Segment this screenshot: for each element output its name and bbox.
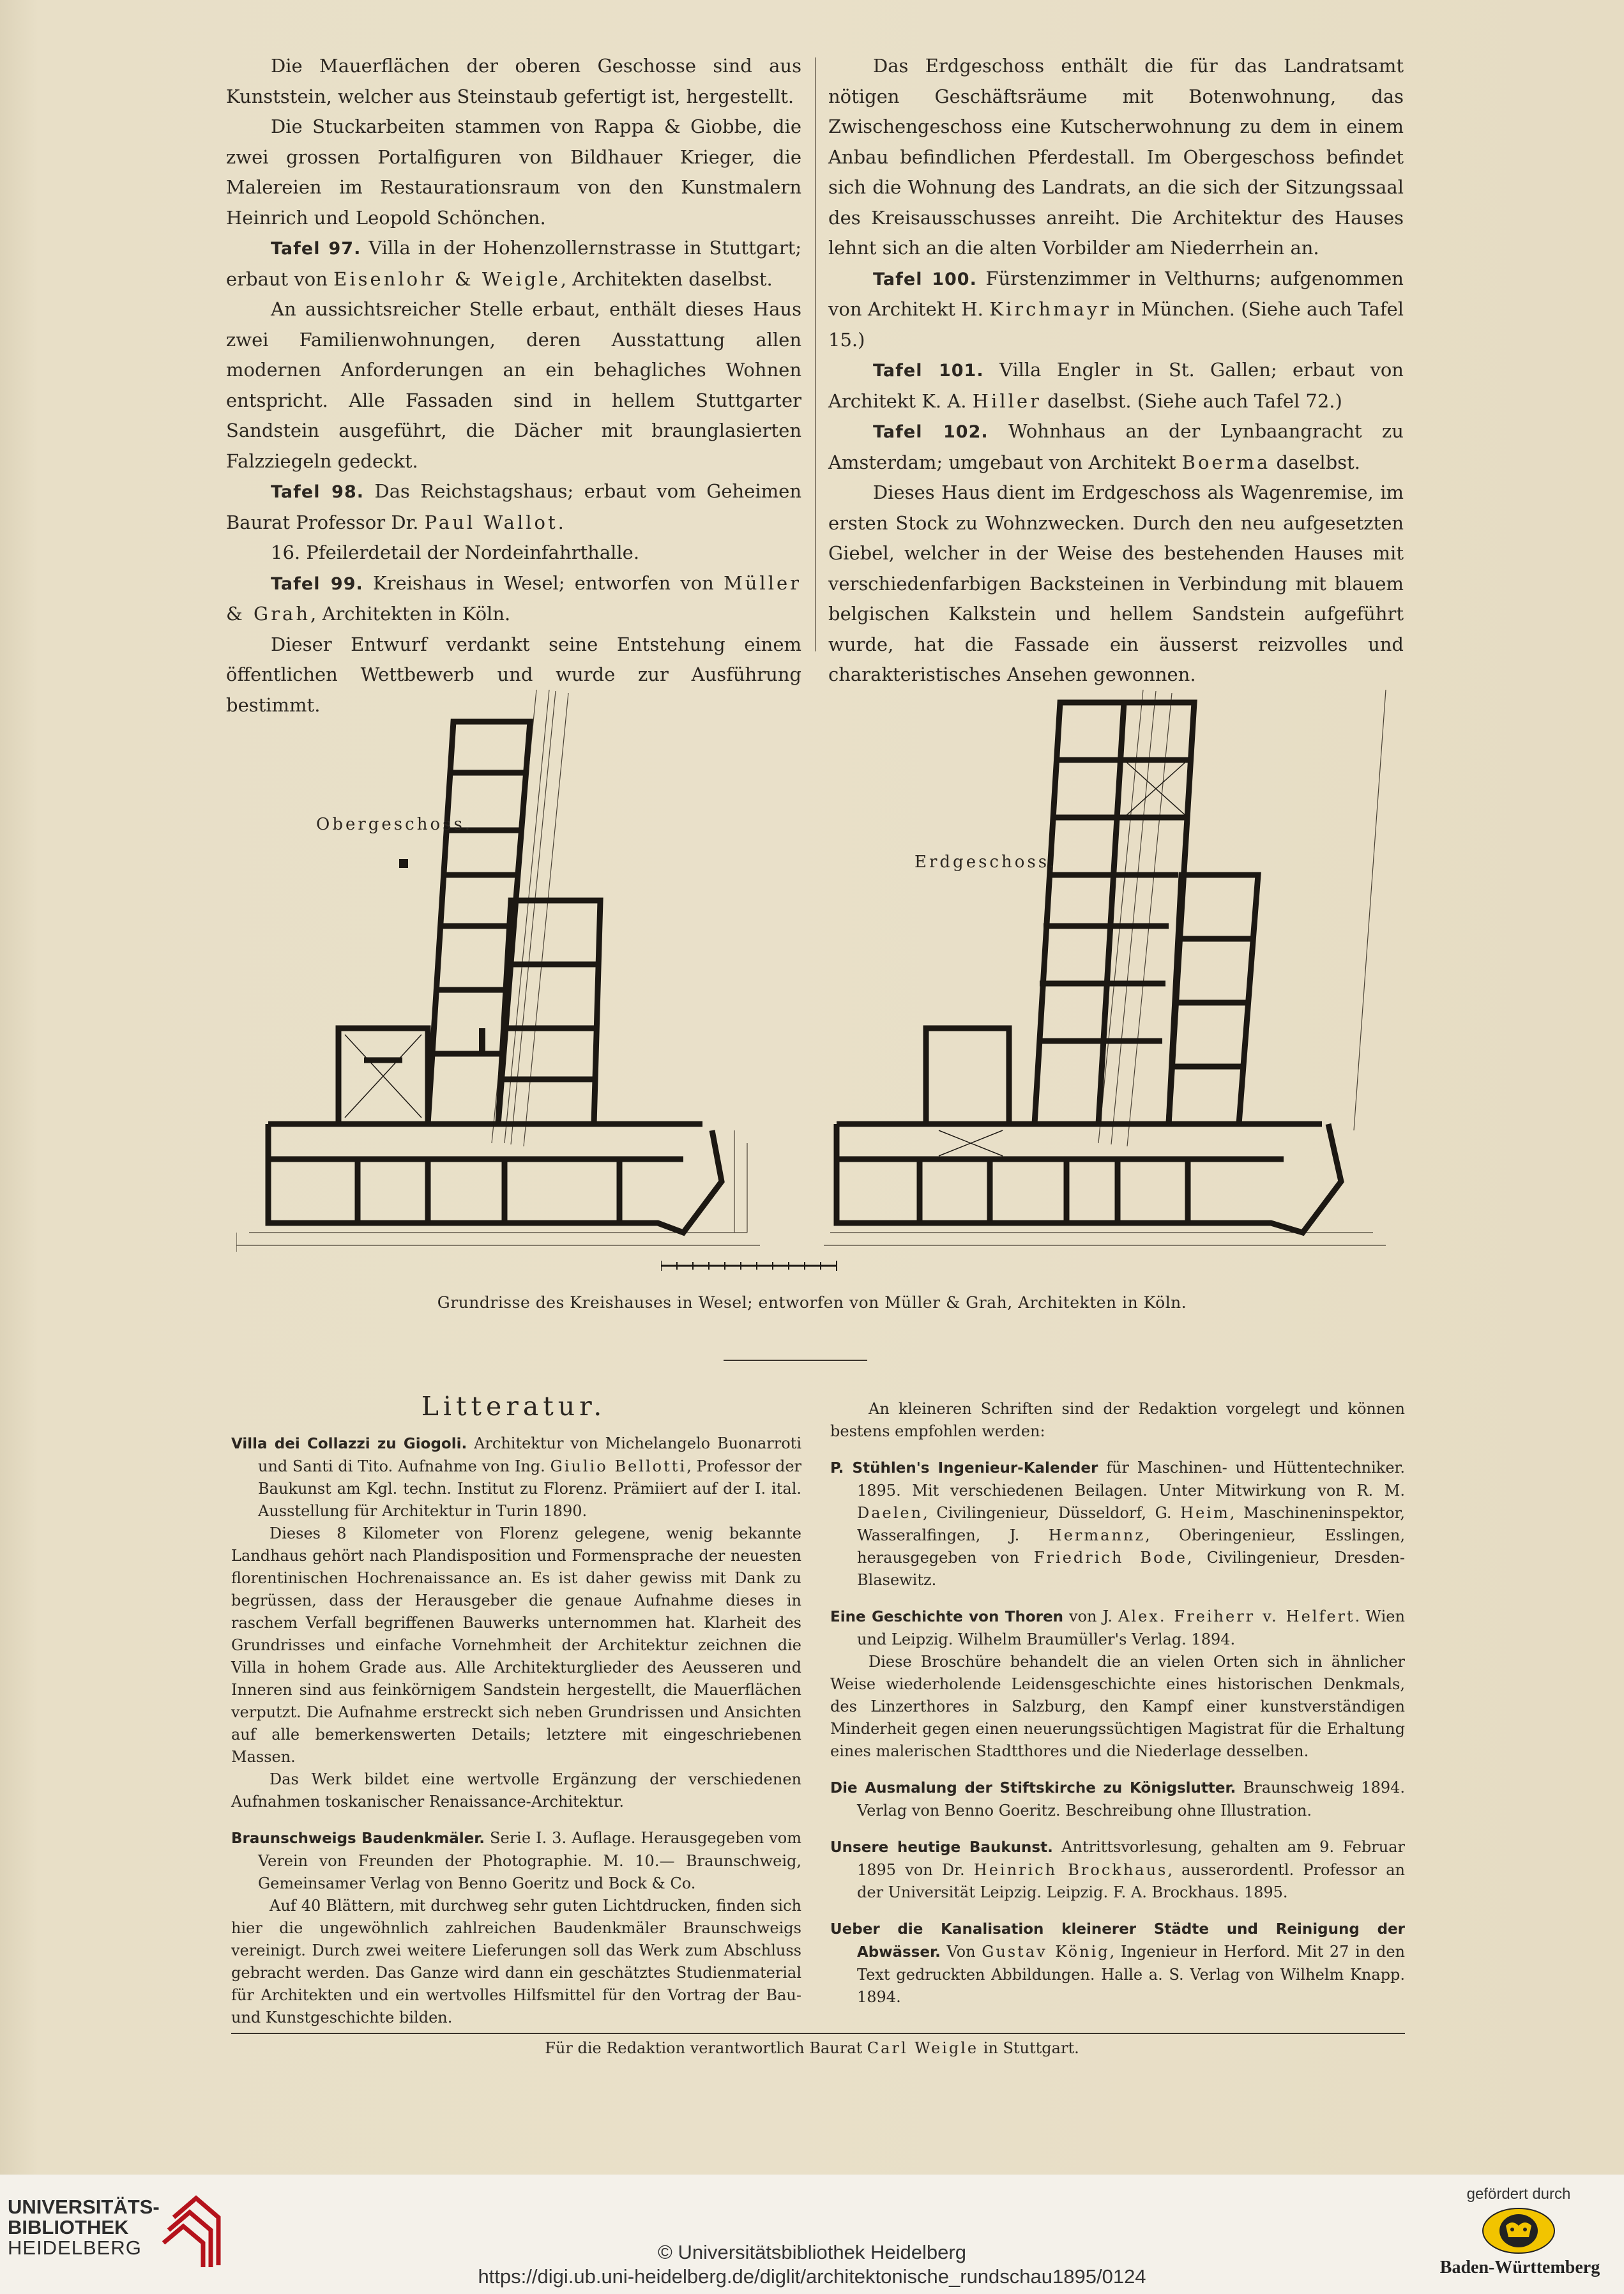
paragraph: Die Mauerflächen der oberen Geschosse sind aus Kunststein, welcher aus Steinstaub gefertigt ist, hergestellt. [226, 55, 801, 107]
plate-entry-99 [226, 568, 801, 630]
text-column-left [226, 51, 801, 720]
plate-entry-101 [828, 355, 1404, 416]
person-name: Heim [1180, 1504, 1230, 1522]
entry-text: , Maschineninspektor, Wasseralfingen, J. [857, 1504, 1405, 1544]
plate-label: Tafel 99. [271, 574, 363, 594]
entry-text: , Professor der Baukunst am Kgl. techn. Institut zu Florenz. Prämiiert auf der I. ital. Ausstellung für Architektur in Turin 1890. [258, 1457, 802, 1520]
library-name-line: UNIVERSITÄTS- [8, 2196, 160, 2218]
person-name: Daelen [857, 1504, 923, 1522]
entry-title: Eine Geschichte von Thoren [830, 1609, 1063, 1625]
review-paragraph: Das Werk bildet eine wertvolle Ergänzung der verschiedenen Aufnahmen toskanischer Renaissance-Architektur. [231, 1770, 801, 1811]
author-name: Heinrich Brockhaus [973, 1861, 1168, 1879]
entry-title: Braunschweigs Baudenkmäler. [231, 1830, 485, 1847]
plate-text: Villa in der Hohenzollernstrasse in Stuttgart; erbaut von [226, 237, 802, 290]
plate-label: Tafel 101. [873, 361, 984, 381]
entry-text: Serie I. 3. Auflage. Herausgegeben vom Verein von Freunden der Photographie. M. 10.— Braunschweig, Gemeinsamer Verlag von Benno Goeritz und Bock & Co. [258, 1829, 801, 1892]
literature-entry [830, 1918, 1405, 2009]
entry-text: , Oberingenieur, Esslingen, herausgegeben von [857, 1526, 1405, 1567]
label-upper-floor: Obergeschoss. [316, 815, 473, 834]
entry-text: , Civilingenieur, Düsseldorf, G. [923, 1504, 1181, 1522]
entry-text: Von [940, 1943, 982, 1961]
entry-text: Braunschweig 1894. Verlag von Benno Goeritz. Beschreibung ohne Illustration. [857, 1779, 1405, 1819]
plate-text: in München. (Siehe auch Tafel 15.) [828, 298, 1404, 351]
literature-entry [231, 1827, 801, 1895]
author-name: Gustav König [982, 1943, 1110, 1961]
plate-text: . [558, 511, 564, 533]
literature-column-right [830, 1398, 1405, 2009]
literature-column-left [231, 1432, 801, 2029]
column-divider [815, 57, 816, 651]
literature-heading: Litteratur. [421, 1391, 607, 1422]
paragraph: Das Erdgeschoss enthält die für das Landratsamt nötigen Geschäftsräume mit Botenwohnung, das Zwischengeschoss eine Kutscherwohnung zu dem in einem Anbau befindlichen Pferdestall. Im Obergeschoss befindet sich die Wohnung des Landrats, an die sich der Sitzungssaal des Kreisausschusses anreiht. Die Architektur des Hauses lehnt sich an die alten Vorbilder am Niederrhein an. [828, 55, 1404, 259]
paragraph: Dieses Haus dient im Erdgeschoss als Wagenremise, im ersten Stock zu Wohnzwecken. Durch den neu aufgesetzten Giebel, welcher in der Weise des bestehenden Hauses mit verschiedenfarbigen Backsteinen in Verbindung mit blauem belgischen Kalkstein und hellem Sandstein aufgeführt wurde, hat die Fassade ein äusserst reizvolles und charakteristisches Ansehen gewonnen. [828, 482, 1404, 685]
plate-label: Tafel 100. [873, 269, 977, 289]
plate-text: Villa Engler in St. Gallen; erbaut von Architekt K. A. [828, 359, 1404, 412]
plate-text: daselbst. (Siehe auch Tafel 72.) [1041, 390, 1342, 412]
editor-responsible-line [0, 2039, 1624, 2057]
library-name-line: HEIDELBERG [8, 2237, 142, 2259]
entry-title: P. Stühlen's Ingenieur-Kalender [830, 1460, 1098, 1477]
entry-title: Villa dei Collazzi zu Giogoli. [231, 1436, 467, 1452]
architect-name: Boerma [1181, 451, 1271, 473]
responsible-text: Für die Redaktion verantwortlich Baurat [545, 2039, 867, 2057]
review-paragraph: Auf 40 Blättern, mit durchweg sehr guten Lichtdrucken, finden sich hier die ungewöhnlich zahlreichen Baudenkmäler Braunschweigs vereinigt. Durch zwei weitere Lieferungen soll das Werk zum Abschluss gebracht werden. Das Ganze wird dann ein geschätztes Studienmaterial für Architekten und ein wertvolles Hilfsmittel für den Vortrag der Bau- und Kunstgeschichte bilden. [231, 1897, 801, 2026]
entry-text: für Maschinen- und Hüttentechniker. 1895. Mit verschiedenen Beilagen. Unter Mitwirkung von R. M. [857, 1459, 1405, 1500]
text-column-right [828, 51, 1404, 690]
literature-entry [830, 1836, 1405, 1904]
entry-title: Unsere heutige Baukunst. [830, 1839, 1053, 1856]
plate-text: , Architekten daselbst. [560, 268, 773, 290]
literature-entry [830, 1777, 1405, 1822]
paragraph: Dieser Entwurf verdankt seine Entstehung einem öffentlichen Wettbewerb und wurde zur Ausführung bestimmt. [226, 633, 801, 716]
copyright-text: © Universitätsbibliothek Heidelberg [658, 2241, 966, 2263]
author-name: Giulio Bellotti [550, 1457, 687, 1475]
architect-name: Müller & Grah [226, 572, 802, 625]
paragraph: 16. Pfeilerdetail der Nordeinfahrthalle. [271, 542, 640, 563]
literature-entry [830, 1606, 1405, 1651]
review-paragraph: Diese Broschüre behandelt die an vielen Orten sich in ähnlicher Weise wiederholende Leidensgeschichte eines historischen Denkmals, des Linzerthores in Salzburg, den Kampf einer kunstverständigen Minderheit gegen einen neuerungssüchtigen Magistrat für die Erhaltung eines malerischen Stadtthores und die Niederlage desselben. [830, 1653, 1405, 1760]
plate-entry-98 [226, 476, 801, 538]
review-paragraph: Dieses 8 Kilometer von Florenz gelegene, wenig bekannte Landhaus gehört nach Plandisposition und Formensprache der neuesten florentinischen Hochrenaissance an. Es ist daher gewiss mit Dank zu begrüssen, dass der Herausgeber die genaue Aufnahme dieses in raschem Verfall begriffenen Bauwerks unternommen hat. Klarheit des Grundrisses und einfache Vornehmheit der Architektur zeichnen die Villa in hohem Grade aus. Alle Architekturglieder des Aeusseren und Inneren sind aus feinkörnigem Sandstein hergestellt, die Mauerflächen verputzt. Die Aufnahme erstreckt sich neben Grundrissen und Ansichten auf alle bemerkenswerten Details; letztere mit eingeschriebenen Massen. [231, 1524, 801, 1766]
editor-name: Carl Weigle [867, 2039, 979, 2057]
funder-name: Baden-Württemberg [1439, 2258, 1600, 2277]
plate-text: Kreishaus in Wesel; entworfen von [363, 572, 724, 594]
floor-plan-ground [824, 683, 1399, 1258]
entry-text: von J. [1063, 1607, 1119, 1625]
plate-text: daselbst. [1270, 451, 1360, 473]
plate-text: Fürstenzimmer in Velthurns; aufgenommen von Architekt H. [828, 267, 1404, 320]
figure-caption: Grundrisse des Kreishauses in Wesel; entworfen von Müller & Grah, Architekten in Köln. [437, 1293, 1187, 1312]
responsible-text: in Stuttgart. [978, 2039, 1079, 2057]
paragraph: Die Stuckarbeiten stammen von Rappa & Giobbe, die zwei grossen Portalfiguren von Bildhauer Krieger, die Malereien im Restaurationsraum von den Kunstmalern Heinrich und Leopold Schönchen. [226, 116, 801, 229]
section-divider [724, 1360, 867, 1361]
architect-name: Hiller [972, 390, 1042, 412]
bottom-rule [231, 2033, 1405, 2034]
permalink-url[interactable]: https://digi.ub.uni-heidelberg.de/diglit/architektonische_rundschau1895/0124 [478, 2265, 1146, 2288]
entry-text: . Wien und Leipzig. Wilhelm Braumüller's Verlag. 1894. [857, 1607, 1405, 1648]
plate-label: Tafel 102. [873, 422, 989, 442]
plate-entry-102 [828, 416, 1404, 478]
plate-label: Tafel 98. [271, 482, 364, 502]
person-name: Friedrich Bode [1033, 1549, 1188, 1567]
literature-entry [231, 1432, 801, 1523]
entry-title: Ueber die Kanalisation kleinerer Städte und Reinigung der Abwässer. [830, 1921, 1405, 1961]
plate-text: , Architekten in Köln. [310, 603, 511, 625]
entry-text: Antrittsvorlesung, gehalten am 9. Februar 1895 von Dr. [857, 1838, 1405, 1879]
person-name: Hermannz [1048, 1526, 1145, 1544]
entry-title: Die Ausmalung der Stiftskirche zu Königslutter. [830, 1780, 1236, 1796]
library-name-line: BIBLIOTHEK [8, 2216, 129, 2238]
entry-text: , Ingenieur in Herford. Mit 27 in den Text gedruckten Abbildungen. Halle a. S. Verlag von Wilhelm Knapp. 1894. [857, 1943, 1405, 2006]
architect-name: Eisenlohr & Weigle [333, 268, 561, 290]
entry-text: , Civilingenieur, Dresden-Blasewitz. [857, 1549, 1405, 1589]
copyright-notice [0, 2237, 1624, 2289]
funded-by-label: gefördert durch [1466, 2185, 1571, 2203]
paragraph: An aussichtsreicher Stelle erbaut, enthält dieses Haus zwei Familienwohnungen, deren Ausstattung allen modernen Anforderungen an ein behagliches Wohnen entspricht. Alle Fassaden sind in hellem Stuttgarter Sandstein ausgeführt, die Dächer mit braunglasierten Falzziegeln gedeckt. [226, 298, 801, 472]
plate-entry-100 [828, 264, 1404, 356]
baden-wuerttemberg-emblem-icon [1480, 2207, 1557, 2255]
entry-text: Architektur von Michelangelo Buonarroti und Santi di Tito. Aufnahme von Ing. [258, 1434, 801, 1475]
architect-name: Kirchmayr [989, 298, 1112, 320]
author-name: Alex. Freiherr v. Helfert [1118, 1607, 1355, 1625]
floor-plan-upper [236, 683, 773, 1258]
architect-name: Paul Wallot [424, 511, 558, 533]
plate-text: Das Reichstagshaus; erbaut vom Geheimen Baurat Professor Dr. [226, 480, 801, 533]
scale-bar [661, 1258, 840, 1272]
plate-entry-97 [226, 233, 801, 294]
entry-text: , ausserordentl. Professor an der Universität Leipzig. Leipzig. F. A. Brockhaus. 1895. [857, 1861, 1405, 1901]
plate-text: Wohnhaus an der Lynbaangracht zu Amsterdam; umgebaut von Architekt [828, 420, 1404, 473]
label-ground-floor: Erdgeschoss. [914, 853, 1058, 872]
plate-label: Tafel 97. [271, 239, 361, 259]
literature-entry [830, 1457, 1405, 1591]
intro-paragraph: An kleineren Schriften sind der Redaktion vorgelegt und können bestens empfohlen werden: [830, 1400, 1405, 1440]
